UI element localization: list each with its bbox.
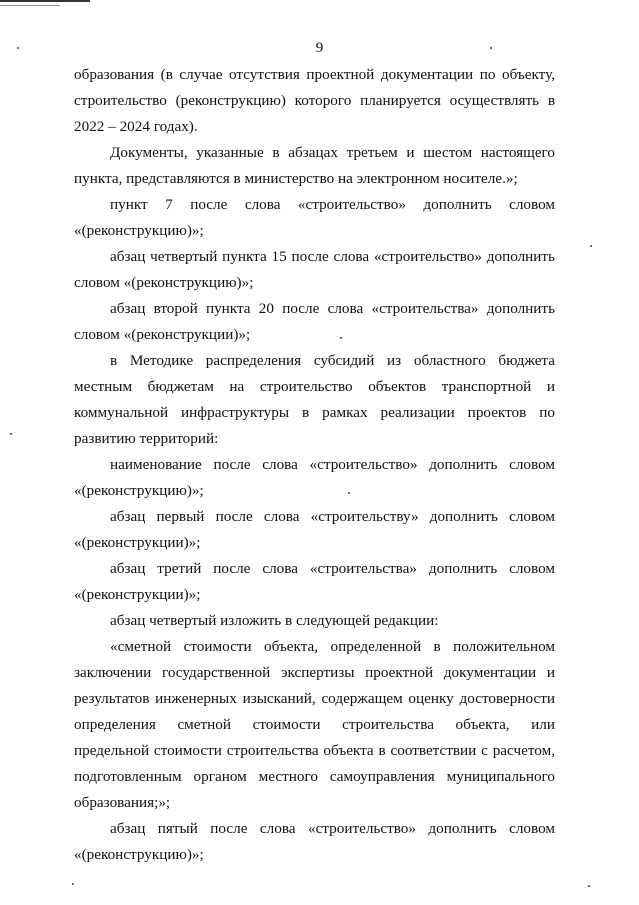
text-line: абзац первый после слова «строительству» дополнить словом (110, 508, 555, 525)
document-body (74, 62, 555, 868)
text-line: образования (в случае отсутствия проектной документации по объекту, (74, 66, 555, 83)
text-line: пункт 7 после слова «строительство» дополнить словом (110, 196, 555, 213)
scan-speck (17, 47, 19, 49)
scan-edge-mark (0, 5, 60, 6)
text-line: пункта, представляются в министерство на электронном носителе.»; (74, 170, 518, 187)
text-line: абзац второй пункта 20 после слова «строительства» дополнить (110, 300, 555, 317)
text-line: словом «(реконструкцию)»; (74, 274, 254, 291)
scan-speck (10, 433, 12, 435)
text-line: коммунальной инфраструктуры в рамках реализации проектов по (74, 404, 555, 421)
text-line: словом «(реконструкции)»; (74, 326, 251, 343)
scan-speck (490, 47, 492, 49)
text-line: местным бюджетам на строительство объектов транспортной и (74, 378, 555, 395)
scan-speck (348, 492, 350, 494)
scan-speck (588, 885, 590, 887)
text-line: предельной стоимости строительства объекта в соответствии с расчетом, (74, 742, 555, 759)
text-line: в Методике распределения субсидий из областного бюджета (110, 352, 555, 369)
text-line: подготовленным органом местного самоуправления муниципального (74, 768, 555, 785)
text-line: «(реконструкцию)»; (74, 482, 204, 499)
scan-edge-mark (0, 0, 90, 2)
page-number: 9 (315, 40, 324, 56)
text-line: «сметной стоимости объекта, определенной в положительном (110, 638, 555, 655)
text-line: определения сметной стоимости строительства объекта, или (74, 716, 555, 733)
text-line: «(реконструкцию)»; (74, 846, 204, 863)
text-line: развитию территорий: (74, 430, 219, 447)
text-line: результатов инженерных изысканий, содержащем оценку достоверности (74, 690, 555, 707)
text-line: 2022 – 2024 годах). (74, 118, 198, 135)
text-line: образования;»; (74, 794, 171, 811)
text-line: Документы, указанные в абзацах третьем и шестом настоящего (110, 144, 555, 161)
text-line: абзац пятый после слова «строительство» дополнить словом (110, 820, 555, 837)
text-line: абзац четвертый пункта 15 после слова «строительство» дополнить (110, 248, 555, 265)
text-line: абзац четвертый изложить в следующей редакции: (110, 612, 439, 629)
text-line: наименование после слова «строительство» дополнить словом (110, 456, 555, 473)
text-line: «(реконструкции)»; (74, 586, 201, 603)
text-line: заключении государственной экспертизы проектной документации и (74, 664, 555, 681)
scan-speck (340, 337, 342, 339)
scan-speck (590, 245, 592, 247)
scan-speck (72, 883, 74, 885)
text-line: абзац третий после слова «строительства» дополнить словом (110, 560, 555, 577)
text-line: «(реконструкцию)»; (74, 222, 204, 239)
text-line: строительство (реконструкцию) которого планируется осуществлять в (74, 92, 555, 109)
text-line: «(реконструкции)»; (74, 534, 201, 551)
